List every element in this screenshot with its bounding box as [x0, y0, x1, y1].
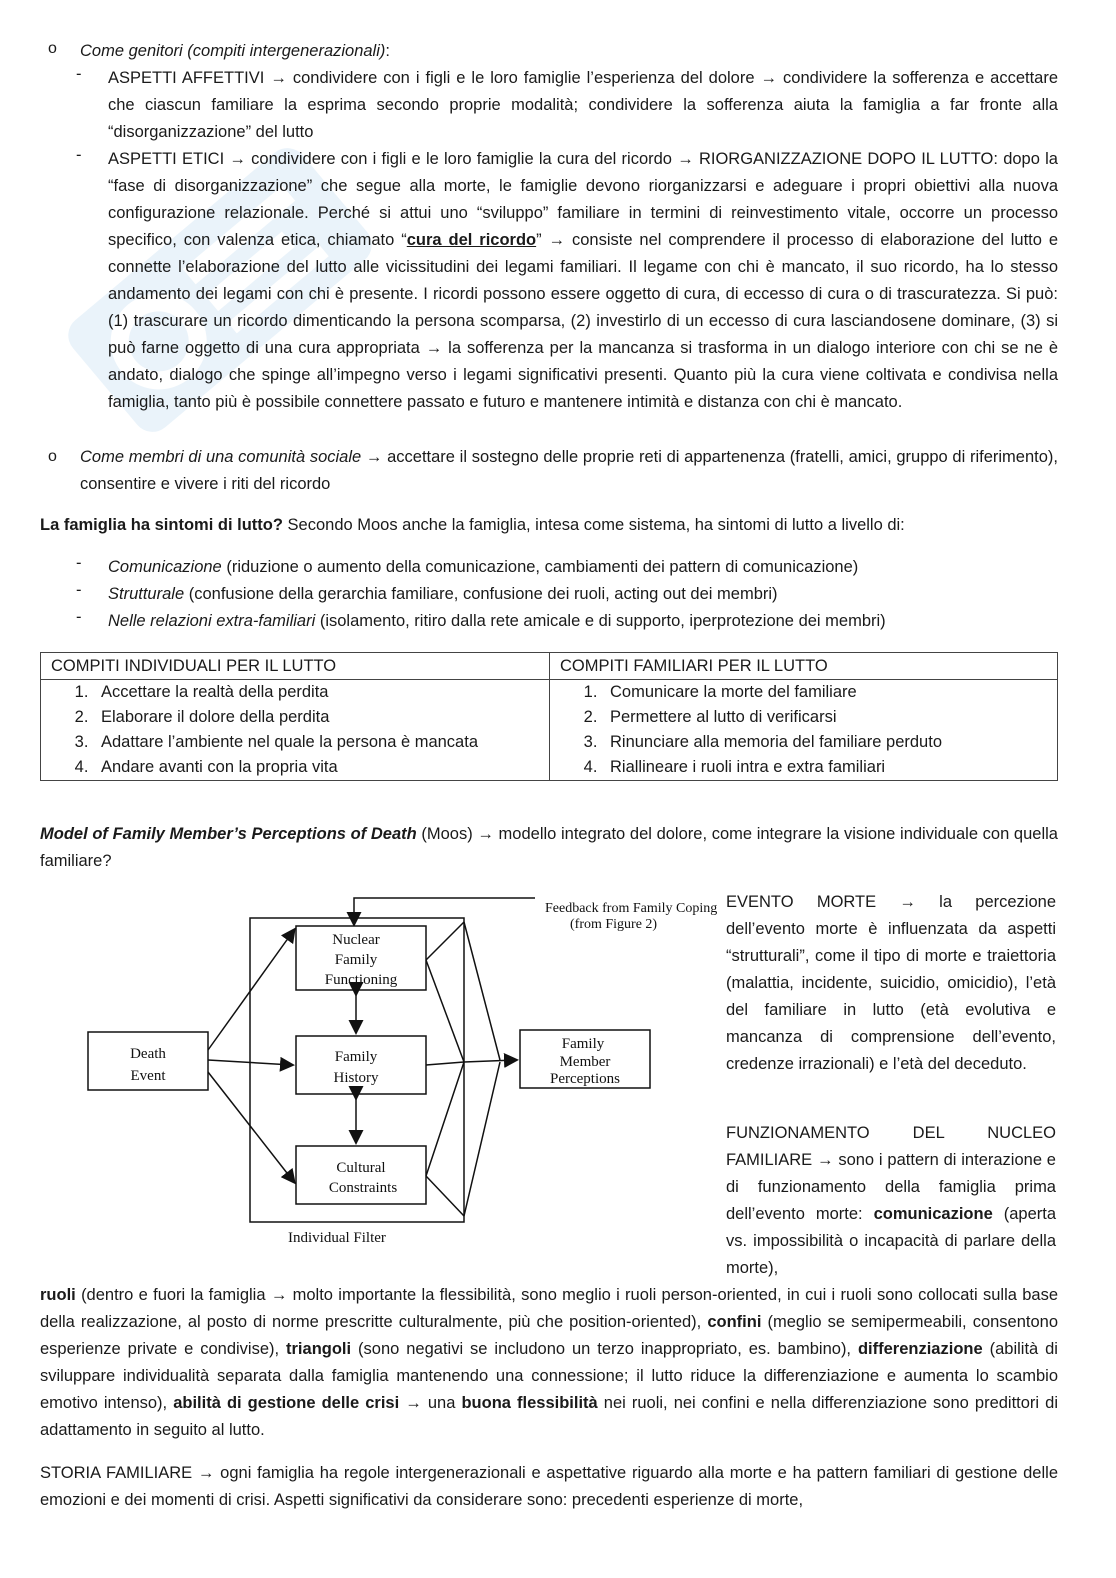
funzionamento-intro: FUNZIONAMENTO DEL NUCLEO FAMILIARE → sono i pattern di interazione e di funzionamento della famiglia prima dell’evento morte: comunicazione (aperta vs. impossibilità o incapacità di parlare della morte), — [726, 1124, 1056, 1277]
bullet-circle: o — [48, 40, 57, 57]
nuclear-family-label: Nuclear — [332, 932, 380, 948]
converge-line — [426, 1062, 464, 1065]
perceptions-label: Perceptions — [550, 1071, 620, 1087]
parent-role-heading: Come genitori (compiti intergenerazionali): — [80, 42, 390, 60]
individual-tasks-header: COMPITI INDIVIDUALI PER IL LUTTO — [41, 653, 550, 680]
individual-tasks-cell — [41, 680, 550, 781]
symptoms-intro: La famiglia ha sintomi di lutto? Secondo Moos anche la famiglia, intesa come sistema, ha sintomi di lutto a livello di: — [40, 516, 905, 534]
list-item: 1. Comunicare la morte del familiare — [602, 680, 1047, 705]
dash-bullet: - — [76, 146, 82, 164]
family-tasks-header: COMPITI FAMILIARI PER IL LUTTO — [550, 653, 1058, 680]
mourning-tasks-table — [40, 652, 1058, 781]
symptom-item: Comunicazione (riduzione o aumento della comunicazione, cambiamenti dei pattern di comunicazione) — [108, 558, 859, 576]
family-tasks-cell — [550, 680, 1058, 781]
individual-filter-label: Individual Filter — [288, 1230, 386, 1246]
model-paragraph: Model of Family Member’s Perceptions of Death (Moos) → modello integrato del dolore, come integrare la visione individuale con quella familiare? — [40, 825, 1058, 870]
perceptions-label: Family — [561, 1036, 605, 1052]
moos-model-diagram — [80, 890, 720, 1260]
feedback-sublabel: (from Figure 2) — [570, 917, 658, 932]
converge-line — [426, 922, 464, 960]
list-item: 4. Andare avanti con la propria vita — [93, 755, 539, 780]
community-role-paragraph: Come membri di una comunità sociale → accettare il sostegno delle proprie reti di appartenenza (fratelli, amici, gruppo di riferimento), consentire e vivere i riti del ricordo — [80, 448, 1058, 493]
dash-bullet: - — [76, 581, 82, 599]
cultural-constraints-label: Constraints — [328, 1180, 398, 1196]
dash-bullet: - — [76, 608, 82, 626]
nuclear-family-label: Functioning — [324, 972, 398, 988]
death-event-label: Death — [130, 1046, 166, 1062]
list-item: 3. Adattare l’ambiente nel quale la persona è mancata — [93, 730, 539, 755]
bullet-circle: o — [48, 448, 57, 465]
arrow-to-perceptions — [464, 1060, 516, 1062]
dash-bullet: - — [76, 554, 82, 572]
family-history-label: Family — [334, 1049, 378, 1065]
death-event-label: Event — [130, 1068, 166, 1084]
converge-line — [426, 1062, 464, 1176]
arrow-to-nuclear — [208, 930, 294, 1050]
converge-line — [426, 960, 464, 1062]
list-item: 3. Rinunciare alla memoria del familiare perduto — [602, 730, 1047, 755]
ethical-aspects-paragraph: ASPETTI ETICI → condividere con i figli e le loro famiglie la cura del ricordo → RIORGANIZZAZIONE DOPO IL LUTTO: dopo la “fase di disorganizzazione” che segue alla morte, le famiglie devono riorganizzarsi e adeguare i propri obiettivi alla nuova configurazione relazionale. Perché si attui uno “sviluppo” familiare in termini di reinvestimento vitale, occorre un processo specifico, con valenza etica, chiamato “cura del ricordo” → consiste nel comprendere il processo di elaborazione del lutto e connette l’elaborazione del lutto alle vicissitudini dei legami familiari. Il legame con chi è mancato, il suo ricordo, ha lo stesso andamento dei legami con chi è presente. I ricordi possono essere oggetto di cura, di eccesso di cura o di trascuratezza. Si può: (1) trascurare un ricordo dimenticando la persona scomparsa, (2) investirlo di un eccesso di cura lasciandosene dominare, (3) si può farne oggetto di una cura appropriata → la sofferenza per la mancanza si trasforma in un dialogo interiore con chi se ne è andato, dialogo che spinge all’impegno verso i legami significativi presenti. Quanto più la cura viene coltivata e condivisa nella famiglia, tanto più è possibile connettere passato e futuro e mantenere intimità e distanza con chi è mancato. — [108, 150, 1059, 411]
symptom-item: Nelle relazioni extra-familiari (isolamento, ritiro dalla rete amicale e di supporto, iperprotezione dei membri) — [108, 612, 886, 630]
converge-line — [426, 1176, 464, 1216]
storia-familiare-paragraph: STORIA FAMILIARE → ogni famiglia ha regole intergenerazionali e aspettative riguardo alla morte e ha pattern familiari di gestione delle emozioni e dei momenti di crisi. Aspetti significativi da considerare sono: precedenti esperienze di morte, — [40, 1464, 1058, 1509]
arrow-to-cultural — [208, 1072, 294, 1182]
feedback-arrow — [354, 898, 535, 924]
funzionamento-paragraph: ruoli (dentro e fuori la famiglia → molto importante la flessibilità, sono meglio i ruoli person-oriented, in cui i ruoli sono collocati sulla base della realizzazione, al posto di norme prescritte culturalmente, più che position-oriented), confini (meglio se semipermeabili, consentono esperienze private e condivise), triangoli (sono negativi se includono un terzo inappropriato, es. bambino), differenziazione (abilità di sviluppare individualità separata dalla famiglia mantenendo una connessione; il lutto riduce la differenziazione e aumenta lo scambio emotivo intenso), abilità di gestione delle crisi → una buona flessibilità nei ruoli, nei confini e nella differenziazione sono predittori di adattamento in seguito al lutto. — [40, 1286, 1059, 1439]
family-history-label: History — [333, 1070, 379, 1086]
list-item: 4. Riallineare i ruoli intra e extra familiari — [602, 755, 1047, 780]
affective-aspects-paragraph: ASPETTI AFFETTIVI → condividere con i figli e le loro famiglie l’esperienza del dolore → condividere la sofferenza e accettare che ciascun familiare la esprima secondo proprie modalità; condividere la sofferenza aiuta la famiglia a far fronte alla “disorganizzazione” del lutto — [108, 69, 1059, 141]
nuclear-family-label: Family — [334, 952, 378, 968]
evento-morte-paragraph: EVENTO MORTE → la percezione dell’evento morte è influenzata da aspetti “strutturali”, come il tipo di morte e traiettoria (malattia, incidente, suicidio, omicidio), l’età del familiare in lutto (età evolutiva e mancanza di comprensione dell’evento, credenze irrazionali) e l’età del deceduto. — [726, 893, 1056, 1073]
perceptions-label: Member — [559, 1054, 611, 1070]
feedback-label: Feedback from Family Coping — [545, 901, 718, 916]
list-item: 1. Accettare la realtà della perdita — [93, 680, 539, 705]
cura-del-ricordo-term: cura del ricordo — [406, 231, 537, 249]
list-item: 2. Permettere al lutto di verificarsi — [602, 705, 1047, 730]
converge-line — [464, 922, 500, 1060]
dash-bullet: - — [76, 65, 82, 83]
symptom-item: Strutturale (confusione della gerarchia familiare, confusione dei ruoli, acting out dei membri) — [108, 585, 778, 603]
cultural-constraints-label: Cultural — [336, 1160, 386, 1176]
list-item: 2. Elaborare il dolore della perdita — [93, 705, 539, 730]
converge-line — [464, 1062, 500, 1216]
